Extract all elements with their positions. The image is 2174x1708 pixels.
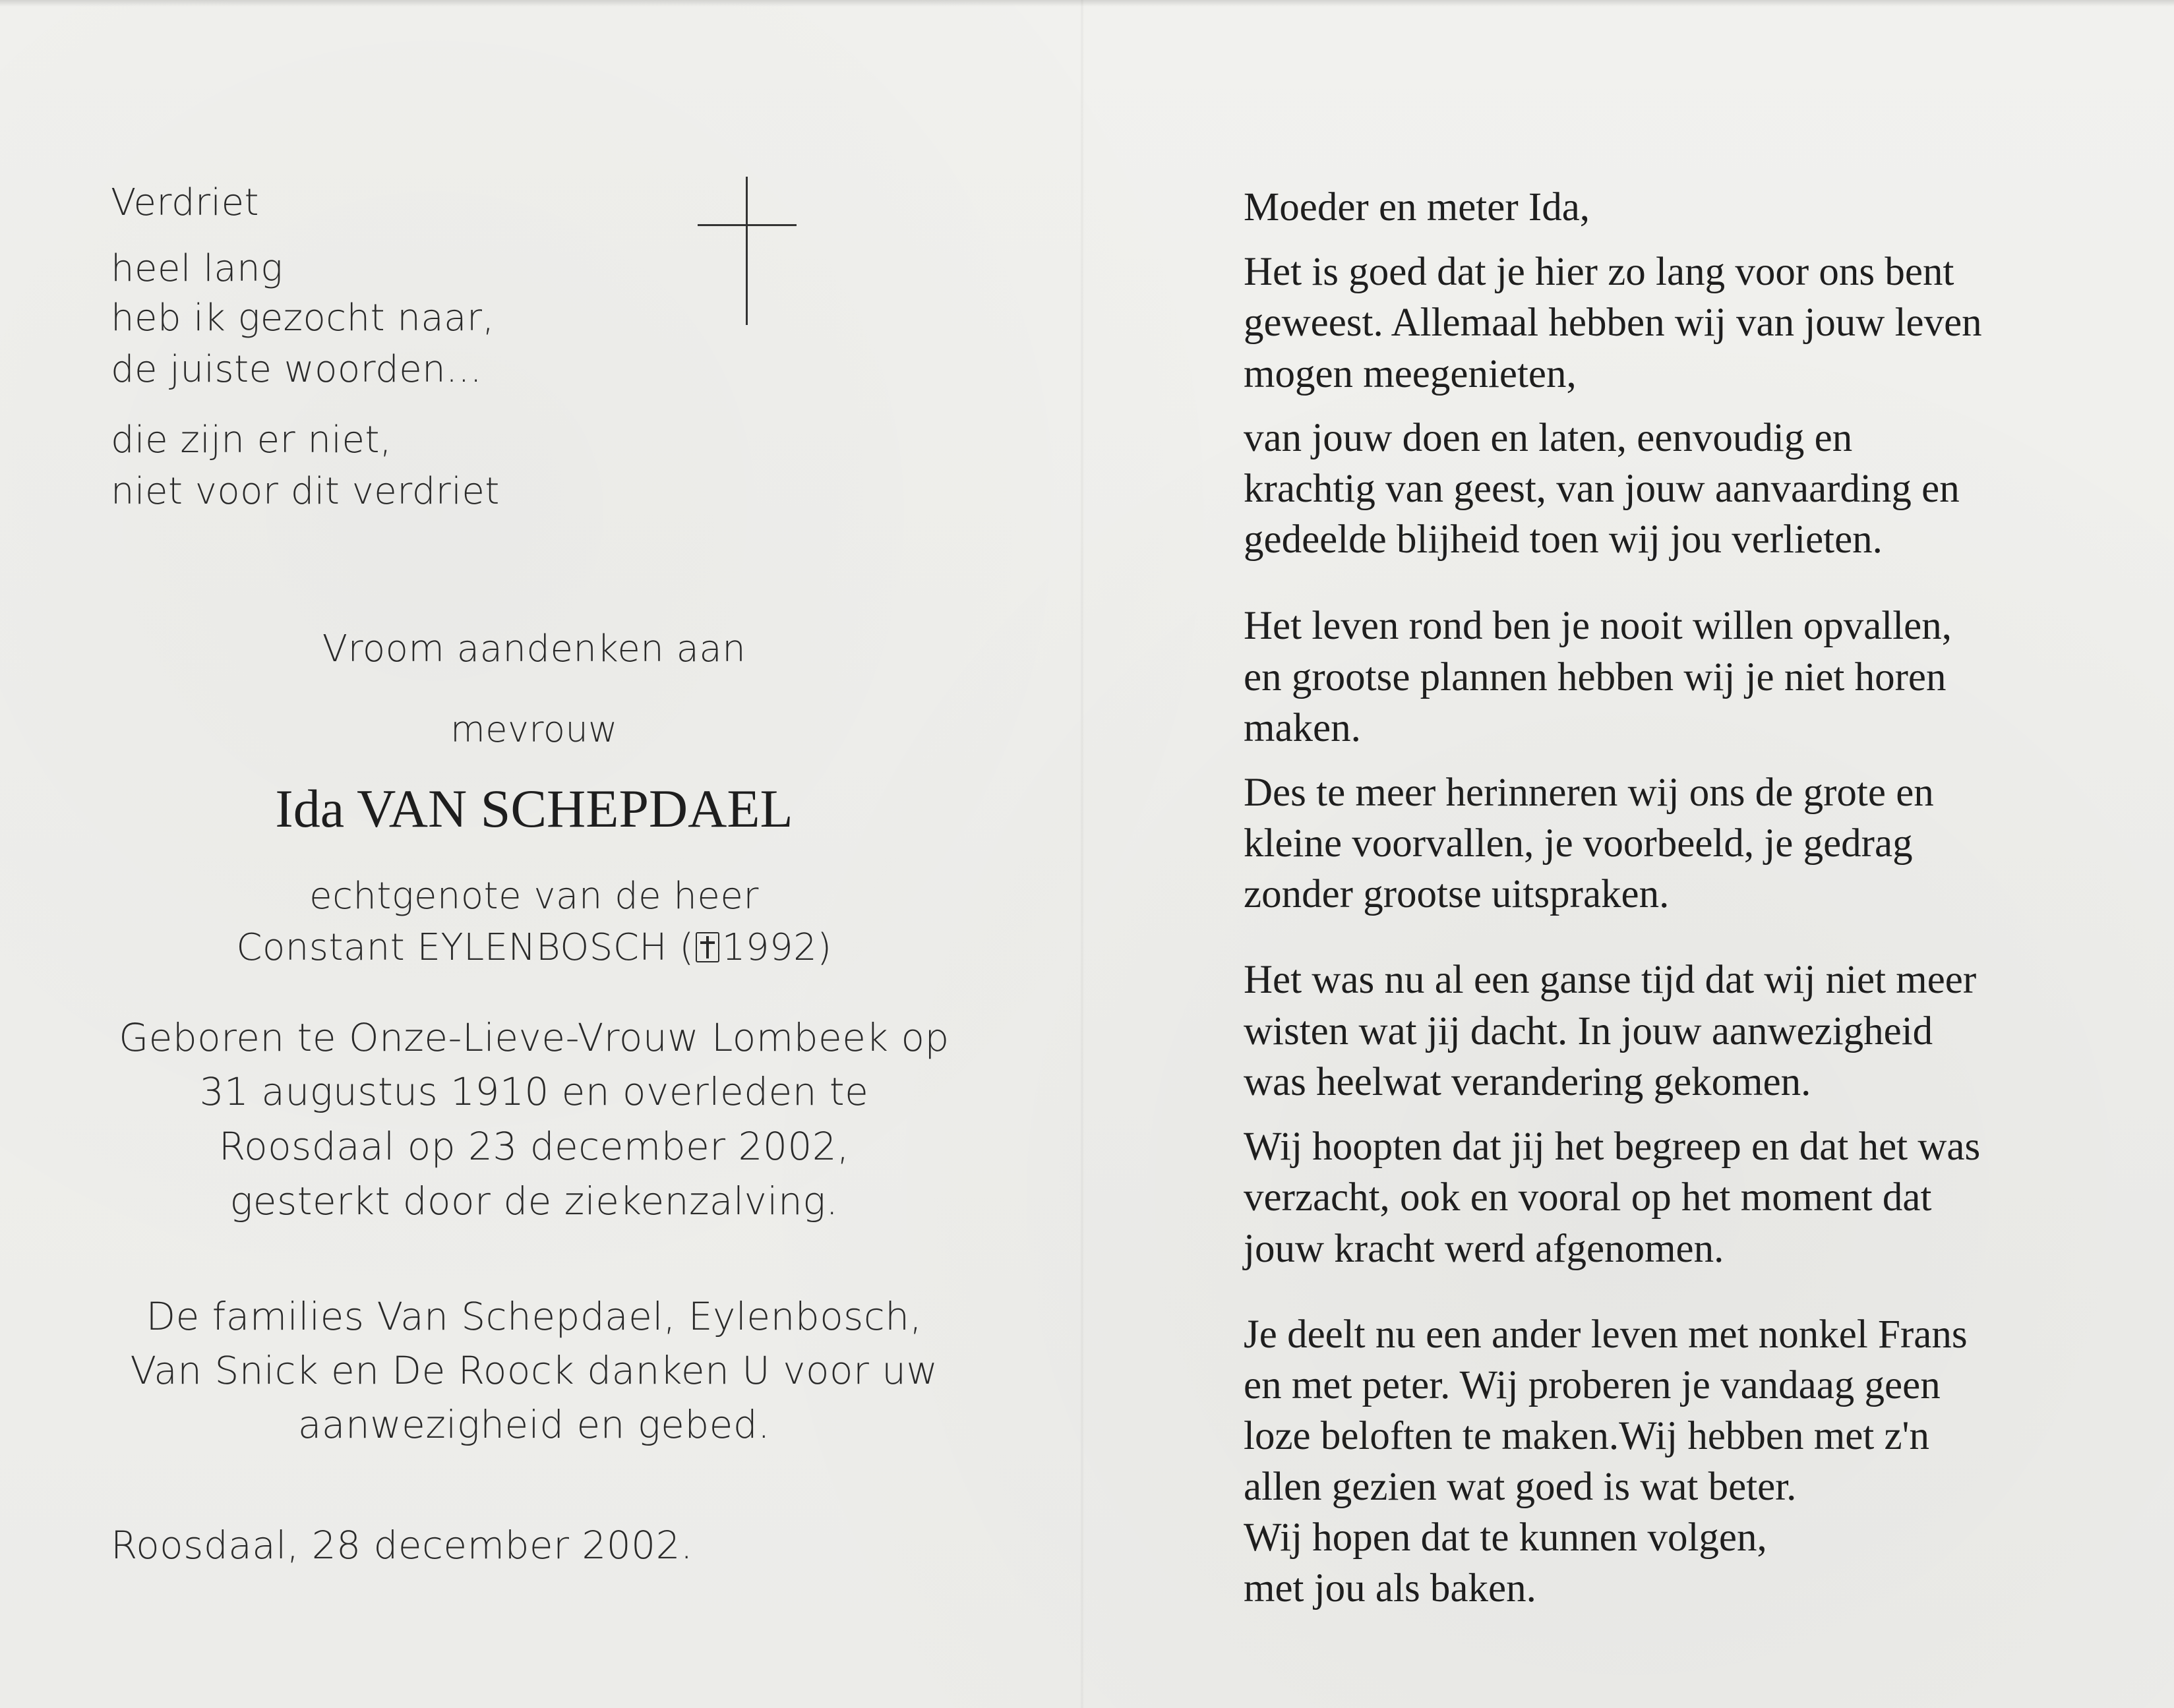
text-line: loze beloften te maken.Wij hebben met z'n [1244,1414,1930,1458]
cross-icon [698,177,797,325]
text-line: en grootse plannen hebben wij je niet horen [1244,655,1947,699]
place-date: Roosdaal, 28 december 2002. [111,1523,693,1568]
text-line: Wij hopen dat te kunnen volgen, [1244,1516,1767,1560]
text-line: Des te meer herinneren wij ons de grote en [1244,771,1934,815]
text-line: met jou als baken. [1244,1566,1536,1610]
text-line: verzacht, ook en vooral op het moment dat [1244,1175,1932,1220]
birth-death-line: gesterkt door de ziekenzalving. [229,1179,839,1223]
text-line: kleine voorvallen, je voorbeeld, je gedrag [1244,821,1913,866]
text-line: gedeelde blijheid toen wij jou verlieten. [1244,517,1883,562]
families-line: De families Van Schepdael, Eylenbosch, [146,1294,922,1339]
poem-line: heb ik gezocht naar, [111,297,495,339]
text-line: Je deelt nu een ander leven met nonkel Frans [1244,1312,1968,1357]
text-line: Het was nu al een ganse tijd dat wij niet meer [1244,958,1977,1002]
text-line: geweest. Allemaal hebben wij van jouw leven [1244,301,1982,345]
text-line: krachtig van geest, van jouw aanvaarding en [1244,467,1960,511]
families-line: aanwezigheid en gebed. [297,1402,771,1447]
text-line: zonder grootse uitspraken. [1244,872,1670,916]
card-fold-line [1080,0,1084,1708]
birth-death-line: Roosdaal op 23 december 2002, [218,1124,850,1169]
memorial-intro: Vroom aandenken aan [322,628,746,670]
spouse-line: echtgenote van de heer [309,875,759,918]
text-line: was heelwat verandering gekomen. [1244,1060,1811,1104]
death-cross-icon [696,932,719,962]
birth-death-line: 31 augustus 1910 en overleden te [199,1069,869,1114]
spouse-name-line [92,926,976,969]
text-line: van jouw doen en laten, eenvoudig en [1244,416,1853,460]
poem-line: niet voor dit verdriet [111,470,500,513]
spouse-name: Constant EYLENBOSCH ( [236,926,694,969]
birth-death-line: Geboren te Onze-Lieve-Vrouw Lombeek op [119,1015,950,1060]
deceased-name: Ida VAN SCHEPDAEL [275,779,793,839]
text-line: Het is goed dat je hier zo lang voor ons bent [1244,250,1954,294]
text-line: en met peter. Wij proberen je vandaag geen [1244,1363,1941,1407]
poem-line: Verdriet [111,181,259,224]
poem-line: die zijn er niet, [111,419,392,461]
text-line: mogen meegenieten, [1244,352,1577,396]
spouse-death-year: 1992) [721,926,832,969]
text-line: Moeder en meter Ida, [1244,185,1590,229]
families-line: Van Snick en De Roock danken U voor uw [130,1348,938,1393]
text-line: jouw kracht werd afgenomen. [1244,1227,1724,1271]
poem-line: heel lang [111,247,284,290]
text-line: wisten wat jij dacht. In jouw aanwezigheid [1244,1009,1933,1053]
card-top-edge [0,0,2174,7]
text-line: maken. [1244,706,1361,750]
text-line: allen gezien wat goed is wat beter. [1244,1465,1797,1509]
text-line: Wij hoopten dat jij het begreep en dat het was [1244,1125,1981,1169]
poem-line: de juiste woorden... [111,348,483,391]
text-line: Het leven rond ben je nooit willen opvallen, [1244,604,1952,648]
title-mevrouw: mevrouw [450,709,618,750]
